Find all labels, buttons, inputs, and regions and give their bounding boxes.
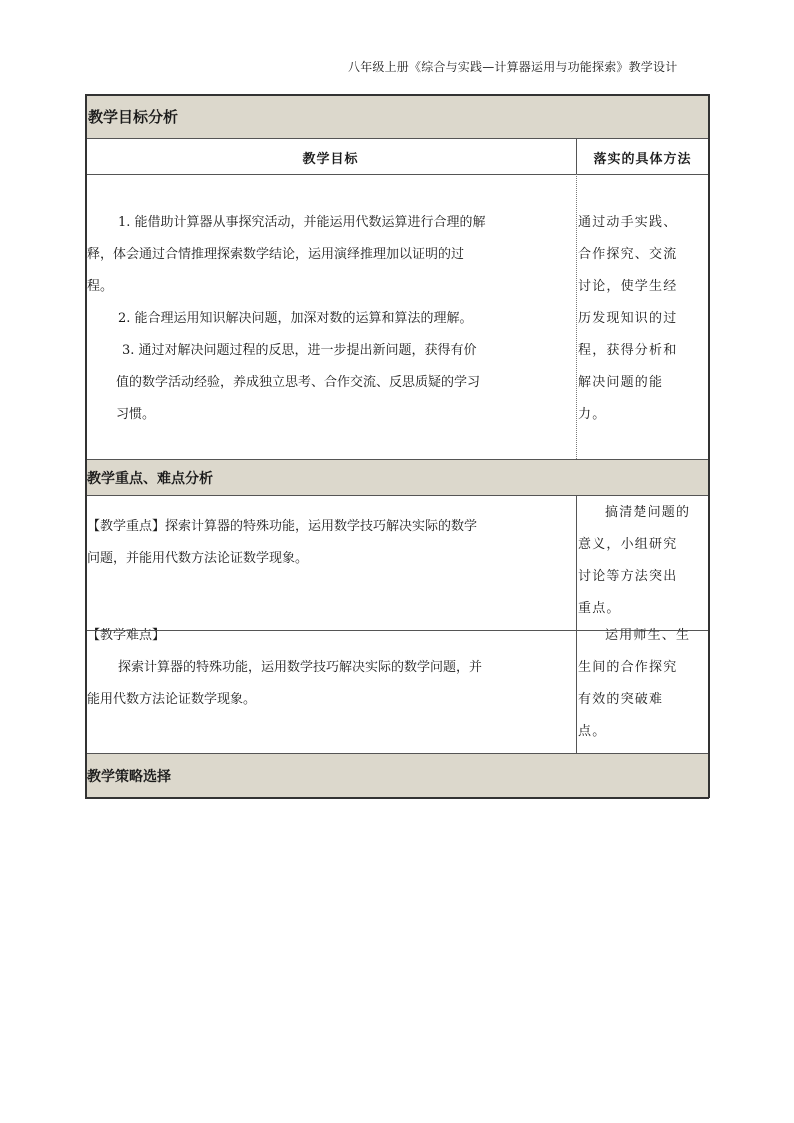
method-line-5: 程，获得分析和 [578,343,678,358]
key-method-line-4: 重点。 [578,601,621,616]
difficulty-method-cell [576,630,709,753]
key-point-line-1: 【教学重点】探索计算器的特殊功能，运用数学技巧解决实际的数学 [87,519,478,534]
section-title-key-points: 教学重点、难点分析 [87,471,213,487]
header-methods: 落实的具体方法 [593,152,692,167]
row-divider [85,138,709,139]
table-bottom-border [85,797,709,799]
row-divider [85,174,709,175]
table-right-border [708,94,710,798]
row-divider [85,459,709,460]
table-left-border [85,94,87,798]
section-title-objectives: 教学目标分析 [88,108,179,126]
header-teaching-goals: 教学目标 [302,152,359,167]
method-line-7: 力。 [578,407,607,422]
method-line-1: 通过动手实践、 [578,215,678,230]
section-row-strategy [85,753,709,797]
difficulty-line-2: 探索计算器的特殊功能，运用数学技巧解决实际的数学问题，并 [118,660,483,675]
goals-cell [85,174,576,459]
goal-line-4: 2. 能合理运用知识解决问题，加深对数的运算和算法的理解。 [118,311,473,326]
difficulty-method-line-4: 点。 [578,724,607,739]
goal-line-6: 值的数学活动经验，养成独立思考、合作交流、反思质疑的学习 [116,375,481,390]
table-top-border [85,94,709,96]
row-divider [85,630,709,631]
method-line-2: 合作探究、交流 [578,247,678,262]
difficulty-method-line-3: 有效的突破难 [578,692,664,707]
column-divider [576,138,577,174]
key-point-line-2: 问题，并能用代数方法论证数学现象。 [87,551,309,566]
section-title-strategy: 教学策略选择 [87,769,171,785]
row-divider [85,753,709,754]
methods-cell [576,174,709,459]
difficulty-method-line-2: 生间的合作探究 [578,660,678,675]
section-row-objectives [85,94,709,138]
key-method-line-3: 讨论等方法突出 [578,569,678,584]
goal-line-5: 3. 通过对解决问题过程的反思，进一步提出新问题，获得有价 [122,343,477,358]
difficulty-line-3: 能用代数方法论证数学现象。 [87,692,257,707]
key-method-line-1: 搞清楚问题的 [605,505,691,520]
difficulty-line-1: 【教学难点】 [87,628,166,643]
row-divider [85,495,709,496]
key-point-cell [85,495,576,630]
column-divider [576,495,577,753]
section-row-key-points [85,459,709,495]
document-header: 八年级上册《综合与实践—计算器运用与功能探索》教学设计 [348,60,678,74]
goal-line-1: 1. 能借助计算器从事探究活动，并能运用代数运算进行合理的解 [118,215,486,230]
lesson-design-table [85,94,709,798]
goal-line-2: 释，体会通过合情推理探索数学结论，运用演绎推理加以证明的过 [87,247,465,262]
goal-line-3: 程。 [87,279,114,294]
goal-line-7: 习惯。 [116,407,156,422]
difficulty-cell [85,630,576,753]
difficulty-method-line-1: 运用师生、生 [605,628,691,643]
column-divider-dotted [576,174,577,459]
method-line-3: 讨论，使学生经 [578,279,678,294]
method-line-4: 历发现知识的过 [578,311,678,326]
key-method-line-2: 意义，小组研究 [578,537,678,552]
key-method-cell [576,495,709,630]
method-line-6: 解决问题的能 [578,375,664,390]
